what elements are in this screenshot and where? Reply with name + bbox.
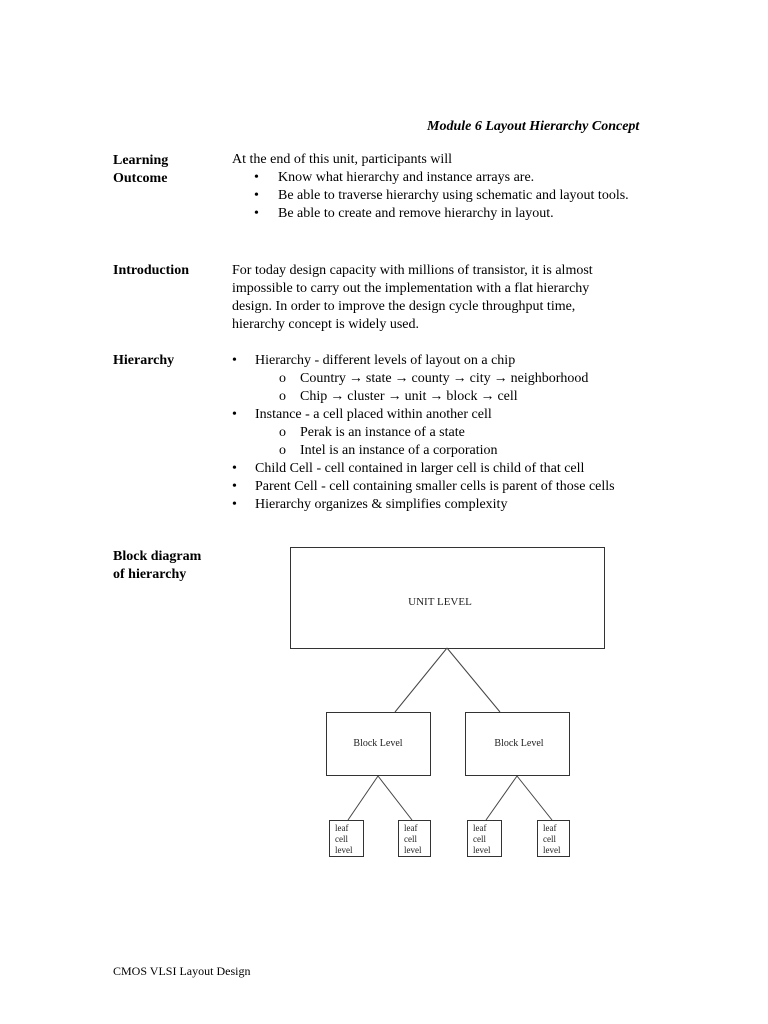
list-item: • Instance - a cell placed within another cell	[232, 406, 662, 424]
learning-outcome-label: Learning Outcome	[113, 153, 169, 186]
leaf-text: cell	[404, 834, 417, 844]
introduction-label: Introduction	[113, 263, 189, 278]
block-level-label: Block Level	[353, 738, 403, 749]
leaf-text: cell	[543, 834, 556, 844]
hierarchy-sublist	[232, 370, 662, 406]
sub-list-item: o Intel is an instance of a corporation	[232, 442, 662, 460]
document-title: Module 6 Layout Hierarchy Concept	[427, 119, 640, 134]
leaf-text: leaf	[335, 823, 349, 833]
leaf-text: level	[404, 845, 422, 855]
leaf-text: cell	[473, 834, 486, 844]
introduction-text: For today design capacity with millions of transistor, it is almost impossible to carry out the implementation with a flat hierarchy design. In order to improve the design cycle throughput time, hierarchy concept is widely used.	[232, 263, 593, 332]
leaf-text: level	[473, 845, 491, 855]
sub-list-item: o Chip → cluster → unit → block → cell	[232, 388, 662, 406]
learning-outcome-content	[232, 151, 632, 223]
block-level-label: Block Level	[494, 738, 544, 749]
leaf-text: cell	[335, 834, 348, 844]
hierarchy-list	[232, 352, 662, 370]
hierarchy-block-diagram	[260, 530, 630, 881]
leaf-text: leaf	[543, 823, 557, 833]
list-item: • Hierarchy organizes & simplifies complexity	[232, 496, 662, 514]
leaf-text: level	[543, 845, 561, 855]
hierarchy-content	[232, 352, 662, 514]
hierarchy-label: Hierarchy	[113, 353, 175, 368]
unit-level-label: UNIT LEVEL	[408, 596, 472, 608]
list-item: • Know what hierarchy and instance arrays are.	[232, 169, 632, 187]
list-item: • Be able to create and remove hierarchy in layout.	[232, 205, 632, 223]
list-item: • Be able to traverse hierarchy using schematic and layout tools.	[232, 187, 632, 205]
list-item: • Child Cell - cell contained in larger cell is child of that cell	[232, 460, 662, 478]
hierarchy-diagram-svg	[260, 530, 630, 875]
sub-list-item: o Perak is an instance of a state	[232, 424, 662, 442]
sub-list-item: o Country → state → county → city → neighborhood	[232, 370, 662, 388]
leaf-text: leaf	[473, 823, 487, 833]
leaf-text: level	[335, 845, 353, 855]
page-footer: CMOS VLSI Layout Design	[113, 964, 251, 978]
learning-outcome-intro: At the end of this unit, participants will	[232, 152, 453, 167]
block-diagram-label: Block diagram of hierarchy	[113, 549, 202, 582]
learning-outcome-list	[232, 169, 632, 223]
leaf-text: leaf	[404, 823, 418, 833]
list-item: • Parent Cell - cell containing smaller cells is parent of those cells	[232, 478, 662, 496]
list-item: • Hierarchy - different levels of layout on a chip	[232, 352, 662, 370]
